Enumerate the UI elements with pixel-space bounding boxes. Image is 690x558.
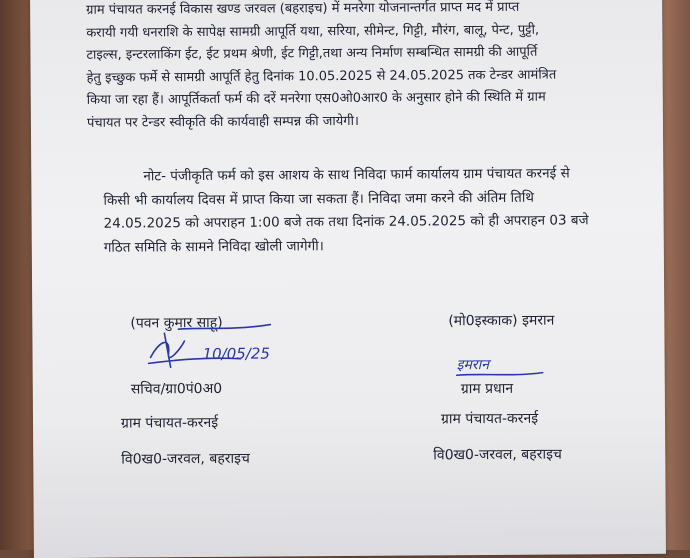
secretary-name: (पवन कुमार साहू) (130, 314, 223, 332)
secretary-signature-scribble (140, 318, 290, 379)
note-line: नोट- पंजीकृति फर्म को इस आशय के साथ निविदा फार्म कार्यालय ग्राम पंचायत करनई से (143, 165, 570, 185)
note-line: 24.05.2025 को अपराहन 1:00 बजे तक तथा दिनांक 24.05.2025 को ही अपराहन 03 बजे (103, 212, 589, 232)
notice-line: करायी गयी धनराशि के सापेक्ष सामग्री आपूर्ति यथा, सरिया, सीमेन्ट, गिट्टी, मौरंग, बालू, पेन्ट, पुट्टी, (86, 22, 540, 41)
notice-paper (30, 0, 666, 558)
tender-notice-paragraph (86, 0, 657, 135)
note-line: गठित समिति के सामने निविदा खोली जागेगी। (103, 237, 324, 256)
handwritten-date: 10/05/25 (202, 344, 270, 364)
note-paragraph (103, 162, 664, 260)
pradhan-signature-scribble (453, 347, 563, 384)
pradhan-name: (मो0इस्काक) इमरान (448, 312, 555, 330)
notice-line: टाइल्स, इन्टरलाकिंग ईट, ईट प्रथम श्रेणी, ईट गिट्टी,तथा अन्य निर्माण सम्बन्धित सामग्री की आपूर्ति (86, 44, 538, 63)
notice-line: पंचायत पर टेन्डर स्वीकृति की कार्यवाही सम्पन्न की जायेगी। (86, 113, 359, 131)
pradhan-handwritten-sign: इमरान (456, 357, 490, 374)
secretary-signature-block (120, 312, 350, 468)
pradhan-location: वि0ख0-जरवल, बहराइच (433, 446, 562, 464)
pradhan-signature-block (432, 306, 662, 464)
secretary-designation: सचिव/ग्रा0पं0अ0 (130, 380, 223, 398)
notice-line: किया जा रहा हैं। आपूर्तिकर्ता फर्म की दरें मनरेगा एस0ओ0आर0 के अनुसार होने की स्थिति में ग्राम (86, 89, 546, 108)
pradhan-office: ग्राम पंचायत-करनई (440, 410, 539, 428)
secretary-office: ग्राम पंचायत-करनई (120, 414, 219, 432)
notice-line: ग्राम पंचायत करनई विकास खण्ड जरवल (बहराइच) में मनरेगा योजनान्तर्गत प्राप्त मद में प्राप्त (86, 0, 520, 18)
notice-line: हेतु इच्छुक फर्मे से सामग्री आपूर्ति हेतु दिनांक 10.05.2025 से 24.05.2025 तक टेन्डर आमंत्रित (86, 67, 557, 86)
pradhan-designation: ग्राम प्रधान (460, 380, 514, 398)
note-line: किसी भी कार्यालय दिवस में प्राप्त किया जा सकता हैं। निविदा जमा करने की अंतिम तिथि (103, 189, 534, 209)
secretary-location: वि0ख0-जरवल, बहराइच (121, 450, 250, 468)
